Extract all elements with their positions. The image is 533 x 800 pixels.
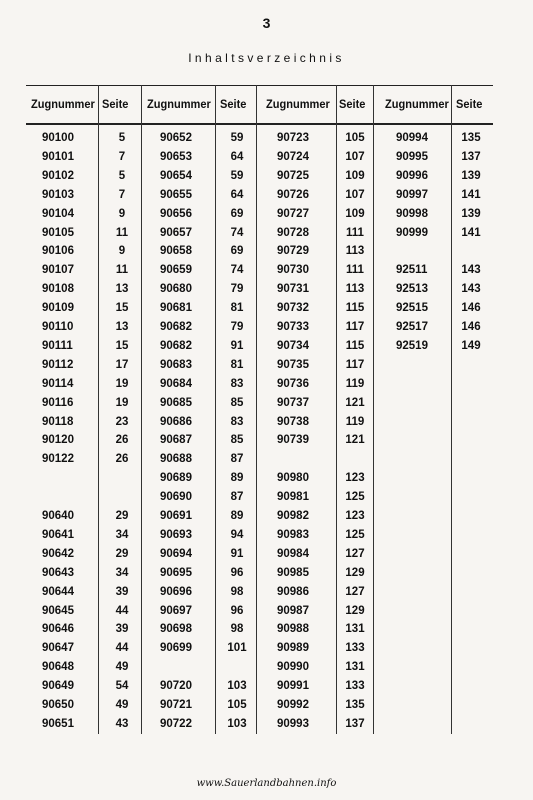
zugnummer-cell: 90697: [160, 604, 192, 617]
seite-cell: 125: [345, 528, 365, 541]
seite-cell: 29: [115, 547, 129, 560]
zugnummer-cell: 90981: [277, 491, 309, 504]
seite-cell: 139: [461, 207, 481, 220]
seite-cell: 26: [115, 434, 129, 447]
zugnummer-cell: 90739: [277, 434, 309, 447]
zugnummer-cell: 90102: [42, 169, 74, 182]
zugnummer-cell: 90651: [42, 717, 74, 730]
zugnummer-cell: 90699: [160, 642, 192, 655]
seite-cell: 133: [345, 680, 365, 693]
zugnummer-cell: 90982: [277, 510, 309, 522]
seite-cell: 127: [345, 547, 365, 560]
seite-cell: 79: [230, 283, 244, 296]
seite-cell: 117: [345, 321, 365, 333]
zugnummer-cell: 90732: [277, 302, 309, 315]
seite-cell: 11: [115, 264, 129, 277]
zugnummer-cell: 90689: [160, 472, 192, 485]
column-divider: [451, 85, 452, 734]
seite-cell: 87: [230, 453, 244, 466]
zugnummer-cell: 90720: [160, 680, 192, 693]
zugnummer-cell: 90642: [42, 547, 74, 560]
seite-cell: 133: [345, 642, 365, 655]
zugnummer-cell: 90694: [160, 547, 192, 560]
seite-cell: 135: [345, 699, 365, 711]
zugnummer-cell: 90723: [277, 132, 309, 144]
page-title: Inhaltsverzeichnis: [188, 51, 345, 65]
seite-cell: 131: [345, 661, 365, 674]
header-zugnummer: Zugnummer: [385, 97, 449, 111]
zugnummer-cell: 90737: [277, 396, 309, 409]
seite-cell: 135: [461, 132, 481, 144]
zugnummer-cell: 90721: [160, 699, 192, 711]
seite-cell: 115: [345, 339, 365, 352]
seite-cell: 17: [115, 358, 129, 371]
zugnummer-cell: 90984: [277, 547, 309, 560]
zugnummer-cell: 90693: [160, 528, 192, 541]
seite-cell: 137: [345, 717, 365, 730]
zugnummer-cell: 90108: [42, 283, 74, 296]
column-divider: [336, 85, 337, 734]
zugnummer-cell: 92519: [396, 339, 428, 352]
seite-cell: 79: [230, 321, 244, 333]
seite-cell: 119: [345, 377, 365, 390]
seite-cell: 96: [230, 566, 244, 579]
seite-cell: 34: [115, 528, 129, 541]
seite-cell: 69: [230, 207, 244, 220]
zugnummer-cell: 90725: [277, 169, 309, 182]
zugnummer-cell: 90983: [277, 528, 309, 541]
seite-cell: 59: [230, 169, 244, 182]
seite-cell: 143: [461, 283, 481, 296]
seite-cell: 64: [230, 150, 244, 163]
zugnummer-cell: 90682: [160, 339, 192, 352]
zugnummer-cell: 90731: [277, 283, 309, 296]
seite-cell: 113: [345, 283, 365, 296]
seite-cell: 107: [345, 150, 365, 163]
seite-cell: 44: [115, 604, 129, 617]
zugnummer-cell: 90104: [42, 207, 74, 220]
seite-cell: 149: [461, 339, 481, 352]
seite-cell: 146: [461, 321, 481, 333]
zugnummer-cell: 90653: [160, 150, 192, 163]
zugnummer-cell: 92517: [396, 321, 428, 333]
zugnummer-cell: 90656: [160, 207, 192, 220]
seite-cell: 129: [345, 604, 365, 617]
zugnummer-cell: 90659: [160, 264, 192, 277]
zugnummer-cell: 90650: [42, 699, 74, 711]
zugnummer-cell: 90691: [160, 510, 192, 522]
zugnummer-cell: 90994: [396, 132, 428, 144]
zugnummer-cell: 90726: [277, 188, 309, 201]
seite-cell: 89: [230, 472, 244, 485]
zugnummer-cell: 90101: [42, 150, 74, 163]
header-seite: Seite: [339, 97, 366, 111]
zugnummer-cell: 90722: [160, 717, 192, 730]
seite-cell: 141: [461, 188, 481, 201]
zugnummer-cell: 90680: [160, 283, 192, 296]
seite-cell: 89: [230, 510, 244, 522]
seite-cell: 85: [230, 396, 244, 409]
seite-cell: 9: [118, 245, 126, 258]
zugnummer-cell: 90690: [160, 491, 192, 504]
zugnummer-cell: 90985: [277, 566, 309, 579]
seite-cell: 34: [115, 566, 129, 579]
seite-cell: 19: [115, 396, 129, 409]
zugnummer-cell: 90114: [42, 377, 74, 390]
zugnummer-cell: 90991: [277, 680, 309, 693]
zugnummer-cell: 90107: [42, 264, 74, 277]
seite-cell: 19: [115, 377, 129, 390]
zugnummer-cell: 90640: [42, 510, 74, 522]
seite-cell: 81: [230, 358, 244, 371]
seite-cell: 13: [115, 321, 129, 333]
seite-cell: 96: [230, 604, 244, 617]
zugnummer-cell: 90733: [277, 321, 309, 333]
zugnummer-cell: 90687: [160, 434, 192, 447]
seite-cell: 141: [461, 226, 481, 239]
zugnummer-cell: 90649: [42, 680, 74, 693]
zugnummer-cell: 92511: [396, 264, 428, 277]
zugnummer-cell: 90989: [277, 642, 309, 655]
seite-cell: 91: [230, 339, 244, 352]
zugnummer-cell: 90100: [42, 132, 74, 144]
seite-cell: 111: [346, 226, 364, 239]
column-divider: [373, 85, 374, 734]
seite-cell: 49: [115, 661, 129, 674]
zugnummer-cell: 90111: [42, 339, 73, 352]
seite-cell: 111: [346, 264, 364, 277]
seite-cell: 29: [115, 510, 129, 522]
seite-cell: 119: [345, 415, 365, 428]
seite-cell: 105: [227, 699, 247, 711]
zugnummer-cell: 90999: [396, 226, 428, 239]
zugnummer-cell: 90738: [277, 415, 309, 428]
zugnummer-cell: 90686: [160, 415, 192, 428]
zugnummer-cell: 90644: [42, 585, 74, 598]
zugnummer-cell: 90103: [42, 188, 74, 201]
zugnummer-cell: 90724: [277, 150, 309, 163]
seite-cell: 117: [345, 358, 365, 371]
seite-cell: 103: [227, 680, 247, 693]
seite-cell: 127: [345, 585, 365, 598]
zugnummer-cell: 90112: [42, 358, 74, 371]
zugnummer-cell: 90657: [160, 226, 192, 239]
seite-cell: 81: [230, 302, 244, 315]
seite-cell: 7: [118, 188, 126, 201]
seite-cell: 64: [230, 188, 244, 201]
zugnummer-cell: 90684: [160, 377, 192, 390]
seite-cell: 39: [115, 585, 129, 598]
seite-cell: 125: [345, 491, 365, 504]
watermark: www.Sauerlandbahnen.info: [196, 778, 337, 789]
zugnummer-cell: 90641: [42, 528, 74, 541]
zugnummer-cell: 90120: [42, 434, 74, 447]
seite-cell: 113: [345, 245, 365, 258]
seite-cell: 137: [461, 150, 481, 163]
zugnummer-cell: 90116: [42, 396, 74, 409]
header-zugnummer: Zugnummer: [147, 97, 211, 111]
zugnummer-cell: 90990: [277, 661, 309, 674]
zugnummer-cell: 90998: [396, 207, 428, 220]
seite-cell: 107: [345, 188, 365, 201]
header-zugnummer: Zugnummer: [266, 97, 330, 111]
zugnummer-cell: 90995: [396, 150, 428, 163]
column-divider: [215, 85, 216, 734]
zugnummer-cell: 90695: [160, 566, 192, 579]
zugnummer-cell: 90645: [42, 604, 74, 617]
seite-cell: 123: [345, 510, 365, 522]
seite-cell: 26: [115, 453, 129, 466]
column-divider: [141, 85, 142, 734]
zugnummer-cell: 90110: [42, 321, 74, 333]
seite-cell: 11: [115, 226, 129, 239]
zugnummer-cell: 90118: [42, 415, 74, 428]
seite-cell: 87: [230, 491, 244, 504]
seite-cell: 109: [345, 169, 365, 182]
zugnummer-cell: 90122: [42, 453, 74, 466]
seite-cell: 98: [230, 585, 244, 598]
zugnummer-cell: 90681: [160, 302, 192, 315]
seite-cell: 15: [115, 302, 129, 315]
zugnummer-cell: 90728: [277, 226, 309, 239]
seite-cell: 15: [115, 339, 129, 352]
zugnummer-cell: 90654: [160, 169, 192, 182]
seite-cell: 109: [345, 207, 365, 220]
seite-cell: 143: [461, 264, 481, 277]
seite-cell: 115: [345, 302, 365, 315]
seite-cell: 74: [230, 226, 244, 239]
seite-cell: 7: [118, 150, 126, 163]
seite-cell: 121: [345, 396, 365, 409]
seite-cell: 5: [118, 169, 126, 182]
zugnummer-cell: 90652: [160, 132, 192, 144]
seite-cell: 139: [461, 169, 481, 182]
seite-cell: 74: [230, 264, 244, 277]
seite-cell: 59: [230, 132, 244, 144]
column-divider: [256, 85, 257, 734]
zugnummer-cell: 90986: [277, 585, 309, 598]
seite-cell: 103: [227, 717, 247, 730]
seite-cell: 9: [118, 207, 126, 220]
zugnummer-cell: 90735: [277, 358, 309, 371]
seite-cell: 44: [115, 642, 129, 655]
zugnummer-cell: 90997: [396, 188, 428, 201]
zugnummer-cell: 90696: [160, 585, 192, 598]
zugnummer-cell: 90655: [160, 188, 192, 201]
zugnummer-cell: 90727: [277, 207, 309, 220]
zugnummer-cell: 92513: [396, 283, 428, 296]
seite-cell: 131: [345, 623, 365, 636]
zugnummer-cell: 90736: [277, 377, 309, 390]
page-number: 3: [262, 15, 271, 31]
header-seite: Seite: [102, 97, 129, 111]
seite-cell: 83: [230, 415, 244, 428]
zugnummer-cell: 90685: [160, 396, 192, 409]
zugnummer-cell: 90647: [42, 642, 74, 655]
seite-cell: 85: [230, 434, 244, 447]
zugnummer-cell: 90988: [277, 623, 309, 636]
zugnummer-cell: 90730: [277, 264, 309, 277]
zugnummer-cell: 90992: [277, 699, 309, 711]
seite-cell: 123: [345, 472, 365, 485]
zugnummer-cell: 90996: [396, 169, 428, 182]
header-seite: Seite: [456, 97, 483, 111]
seite-cell: 91: [230, 547, 244, 560]
zugnummer-cell: 90658: [160, 245, 192, 258]
seite-cell: 101: [227, 642, 247, 655]
seite-cell: 129: [345, 566, 365, 579]
zugnummer-cell: 92515: [396, 302, 428, 315]
seite-cell: 146: [461, 302, 481, 315]
seite-cell: 105: [345, 132, 365, 144]
header-seite: Seite: [220, 97, 247, 111]
seite-cell: 94: [230, 528, 244, 541]
zugnummer-cell: 90683: [160, 358, 192, 371]
zugnummer-cell: 90648: [42, 661, 74, 674]
zugnummer-cell: 90993: [277, 717, 309, 730]
zugnummer-cell: 90734: [277, 339, 309, 352]
seite-cell: 39: [115, 623, 129, 636]
zugnummer-cell: 90105: [42, 226, 74, 239]
zugnummer-cell: 90980: [277, 472, 309, 485]
zugnummer-cell: 90643: [42, 566, 74, 579]
seite-cell: 54: [115, 680, 129, 693]
seite-cell: 83: [230, 377, 244, 390]
seite-cell: 69: [230, 245, 244, 258]
zugnummer-cell: 90682: [160, 321, 192, 333]
seite-cell: 49: [115, 699, 129, 711]
seite-cell: 5: [118, 132, 126, 144]
header-zugnummer: Zugnummer: [31, 97, 95, 111]
zugnummer-cell: 90698: [160, 623, 192, 636]
zugnummer-cell: 90688: [160, 453, 192, 466]
seite-cell: 13: [115, 283, 129, 296]
zugnummer-cell: 90729: [277, 245, 309, 258]
seite-cell: 121: [345, 434, 365, 447]
top-rule: [26, 85, 493, 86]
header-rule: [26, 123, 493, 125]
seite-cell: 23: [115, 415, 129, 428]
zugnummer-cell: 90109: [42, 302, 74, 315]
seite-cell: 98: [230, 623, 244, 636]
seite-cell: 43: [115, 717, 129, 730]
zugnummer-cell: 90987: [277, 604, 309, 617]
zugnummer-cell: 90106: [42, 245, 74, 258]
zugnummer-cell: 90646: [42, 623, 74, 636]
column-divider: [98, 85, 99, 734]
